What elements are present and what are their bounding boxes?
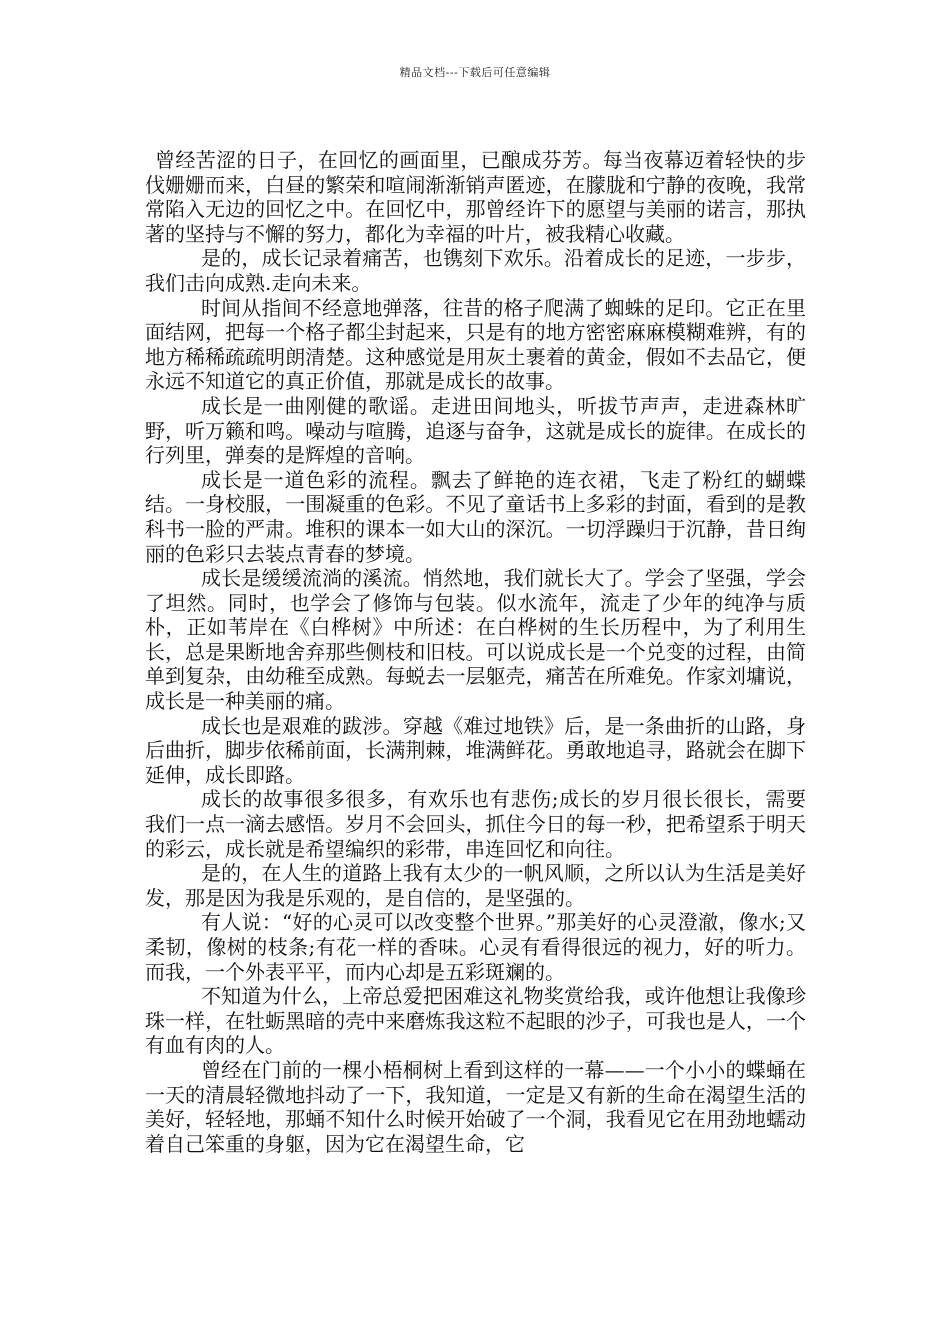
paragraph: 曾经苦涩的日子，在回忆的画面里，已酿成芬芳。每当夜幕迈着轻快的步伐姗姗而来，白昼的繁荣和喧闹渐渐销声匿迹，在朦胧和宁静的夜晚，我常常陷入无边的回忆之中。在回忆中，那曾经许下的愿望与美丽的诺言，那执著的坚持与不懈的努力，都化为幸福的叶片，被我精心收藏。 (145, 148, 806, 246)
paragraph: 是的，在人生的道路上我有太少的一帆风顺，之所以认为生活是美好发，那是因为我是乐观的，是自信的，是坚强的。 (145, 861, 806, 910)
paragraph: 成长的故事很多很多，有欢乐也有悲伤;成长的岁月很长很长，需要我们一点一滴去感悟。岁月不会回头，抓住今日的每一秒，把希望系于明天的彩云，成长就是希望编织的彩带，串连回忆和向往。 (145, 787, 806, 861)
paragraph: 曾经在门前的一棵小梧桐树上看到这样的一幕——一个小小的蝶蛹在一天的清晨轻微地抖动了一下，我知道，一定是又有新的生命在渴望生活的美好，轻轻地，那蛹不知什么时候开始破了一个洞，我看见它在用劲地蠕动着自己笨重的身躯，因为它在渴望生命，它 (145, 1057, 806, 1156)
paragraph: 成长是一道色彩的流程。飘去了鲜艳的连衣裙，飞走了粉红的蝴蝶结。一身校服，一围凝重的色彩。不见了童话书上多彩的封面，看到的是教科书一脸的严肃。堆积的课本一如大山的深沉。一切浮躁归于沉静，昔日绚丽的色彩只去装点青春的梦境。 (145, 467, 806, 566)
paragraph: 时间从指间不经意地弹落，往昔的格子爬满了蜘蛛的足印。它正在里面结网，把每一个格子都尘封起来，只是有的地方密密麻麻模糊难辨，有的地方稀稀疏疏明朗清楚。这种感觉是用灰土裹着的黄金，假如不去品它，便永远不知道它的真正价值，那就是成长的故事。 (145, 295, 806, 394)
article-body (145, 148, 806, 1156)
paragraph: 成长是缓缓流淌的溪流。悄然地，我们就长大了。学会了坚强，学会了坦然。同时，也学会了修饰与包装。似水流年，流走了少年的纯净与质朴，正如苇岸在《白桦树》中所述：在白桦树的生长历程中，为了利用生长，总是果断地舍弃那些侧枝和旧枝。可以说成长是一个兑变的过程，由简单到复杂，由幼稚至成熟。每蜕去一层躯壳，痛苦在所难免。作家刘墉说，成长是一种美丽的痛。 (145, 566, 806, 714)
paragraph: 是的，成长记录着痛苦，也镌刻下欢乐。沿着成长的足迹，一步步，我们击向成熟.走向未来。 (145, 246, 806, 295)
paragraph: 成长是一曲刚健的歌谣。走进田间地头，听拔节声声，走进森林旷野，听万籁和鸣。噪动与喧腾，追逐与奋争，这就是成长的旋律。在成长的行列里，弹奏的是辉煌的音响。 (145, 393, 806, 468)
paragraph: 成长也是艰难的跋涉。穿越《难过地铁》后，是一条曲折的山路，身后曲折，脚步依稀前面，长满荆棘，堆满鲜花。勇敢地追寻，路就会在脚下延伸，成长即路。 (145, 713, 806, 787)
page-header: 精品文档---下载后可任意编辑 (399, 66, 551, 79)
paragraph: 不知道为什么，上帝总爱把困难这礼物奖赏给我，或许他想让我像珍珠一样，在牡蛎黑暗的壳中来磨炼我这粒不起眼的沙子，可我也是人，一个有血有肉的人。 (145, 984, 806, 1058)
paragraph: 有人说：“好的心灵可以改变整个世界。”那美好的心灵澄澈，像水;又柔韧，像树的枝条;有花一样的香味。心灵有看得很远的视力，好的听力。而我，一个外表平平，而内心却是五彩斑斓的。 (145, 910, 806, 984)
